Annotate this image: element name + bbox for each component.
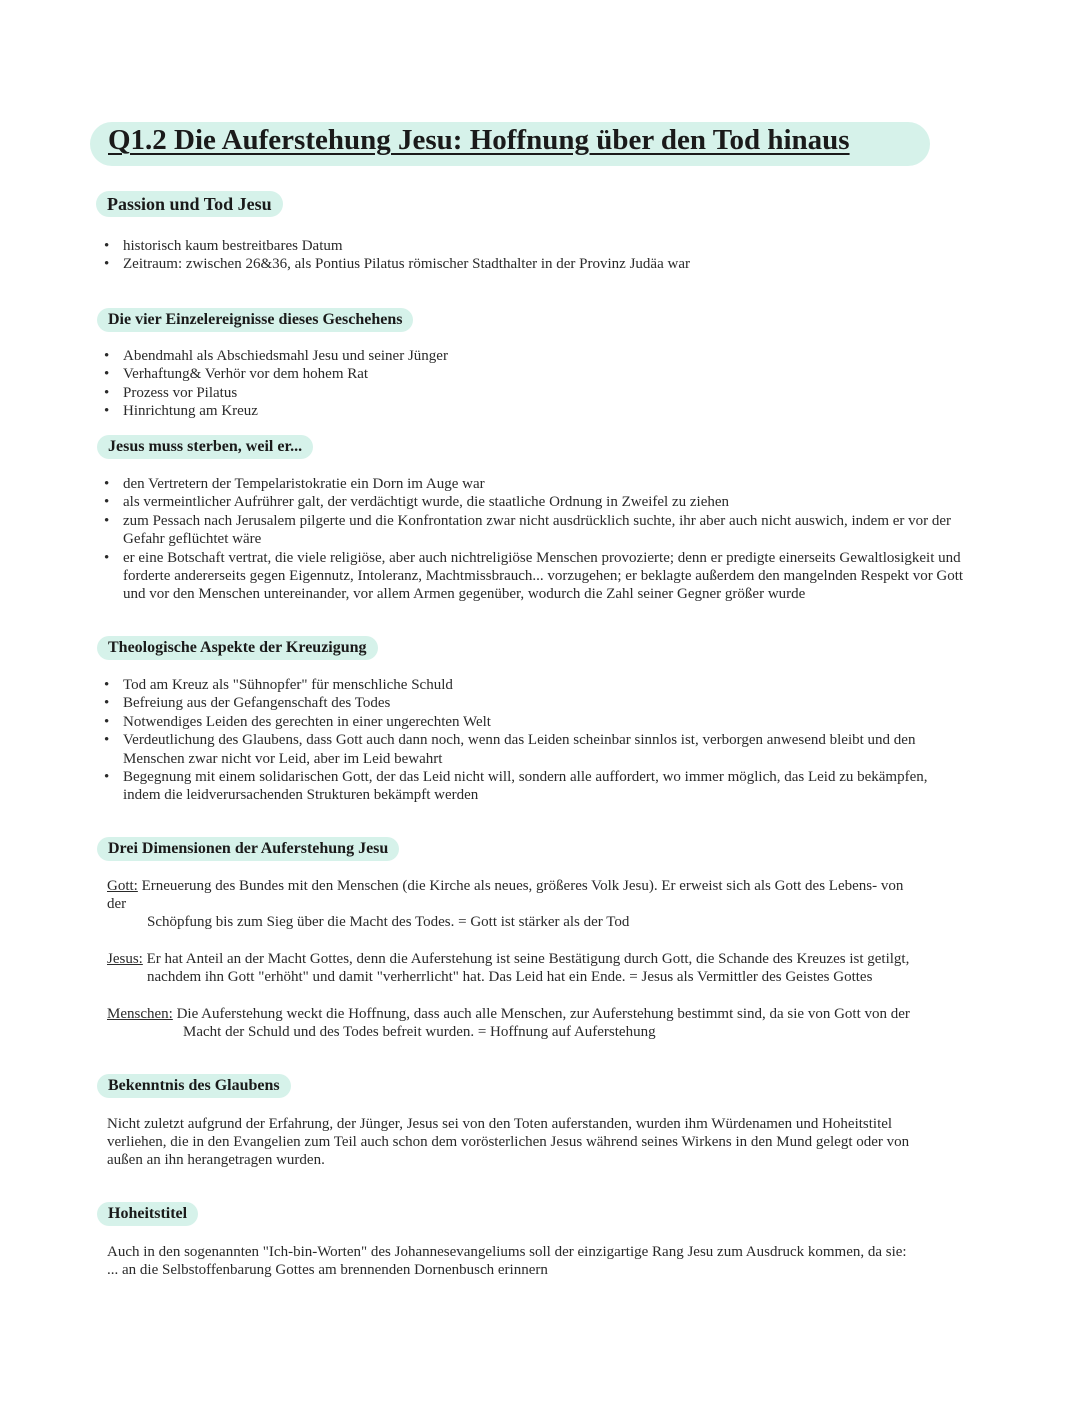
list-item: • den Vertretern der Tempelaristokratie ein Dorn im Auge war <box>104 475 974 493</box>
list-item: • er eine Botschaft vertrat, die viele religiöse, aber auch nichtreligiöse Menschen provozierte; denn er predigte einerseits Gewaltlosigkeit und forderte andererseits gegen Eigennutz, Intoleranz, Machtmissbrauch... vorzugehen; er beklagte außerdem den mangelnden Respekt vor Gott und vor den Menschen untereinander, vor allem Armen gegenüber, wodurch die Zahl seiner Gegner größer wurde <box>104 549 974 604</box>
dimension-menschen-line2: Macht der Schuld und des Todes befreit wurden. = Hoffnung auf Auferstehung <box>183 1024 656 1040</box>
list-jesus-muss-sterben <box>104 475 974 604</box>
list-item: • Prozess vor Pilatus <box>104 384 448 402</box>
dimension-gott-line3: Schöpfung bis zum Sieg über die Macht des Todes. = Gott ist stärker als der Tod <box>147 914 630 930</box>
hoheitstitel-line2: ... an die Selbstoffenbarung Gottes am brennenden Dornenbusch erinnern <box>107 1262 548 1278</box>
dimension-gott-line1: Gott: Erneuerung des Bundes mit den Menschen (die Kirche als neues, größeres Volk Jesu). Er erweist sich als Gott des Lebens- von <box>107 878 904 894</box>
heading-passion: Passion und Tod Jesu <box>96 191 283 217</box>
list-item: • als vermeintlicher Aufrührer galt, der verdächtigt wurde, die staatliche Ordnung in Zweifel zu ziehen <box>104 493 974 511</box>
list-item: • Tod am Kreuz als "Sühnopfer" für menschliche Schuld <box>104 676 959 694</box>
dimension-jesus-line2: nachdem ihn Gott "erhöht" und damit "verherrlicht" hat. Das Leid hat ein Ende. = Jesus als Vermittler des Geistes Gottes <box>147 969 873 985</box>
list-passion <box>104 237 690 274</box>
heading-drei-dimensionen: Drei Dimensionen der Auferstehung Jesu <box>97 837 399 861</box>
hoheitstitel-line1: Auch in den sogenannten "Ich-bin-Worten" des Johannesevangeliums soll der einzigartige Rang Jesu zum Ausdruck kommen, da sie: <box>107 1244 907 1260</box>
list-item: • Abendmahl als Abschiedsmahl Jesu und seiner Jünger <box>104 347 448 365</box>
bekenntnis-line3: außen an ihn herangetragen wurden. <box>107 1152 325 1168</box>
page-title: Q1.2 Die Auferstehung Jesu: Hoffnung über den Tod hinaus <box>108 124 850 156</box>
list-item: • zum Pessach nach Jerusalem pilgerte und die Konfrontation zwar nicht ausdrücklich suchte, ihr aber auch nicht auswich, indem er vor der Gefahr geflüchtet wäre <box>104 512 974 549</box>
list-item: • Notwendiges Leiden des gerechten in einer ungerechten Welt <box>104 713 959 731</box>
bekenntnis-line1: Nicht zuletzt aufgrund der Erfahrung, der Jünger, Jesus sei von den Toten auferstanden, wurden ihm Würdenamen und Hoheitstitel <box>107 1116 893 1132</box>
list-item: • Verhaftung& Verhör vor dem hohem Rat <box>104 365 448 383</box>
dimension-jesus-line1: Jesus: Er hat Anteil an der Macht Gottes, denn die Auferstehung ist seine Bestätigung durch Gott, die Schande des Kreuzes ist getilgt, <box>107 951 910 967</box>
dimension-gott-label: Gott: <box>107 878 138 894</box>
dimension-jesus-label: Jesus: <box>107 951 143 967</box>
list-item: • Hinrichtung am Kreuz <box>104 402 448 420</box>
heading-bekenntnis: Bekenntnis des Glaubens <box>97 1074 291 1098</box>
list-item: • Begegnung mit einem solidarischen Gott, der das Leid nicht will, sondern alle auffordert, wo immer möglich, das Leid zu bekämpfen, indem die leidverursachenden Strukturen bekämpft werden <box>104 768 959 805</box>
heading-vier-ereignisse: Die vier Einzelereignisse dieses Geschehens <box>97 308 413 332</box>
list-theologische-aspekte <box>104 676 959 805</box>
list-item: • Verdeutlichung des Glaubens, dass Gott auch dann noch, wenn das Leiden scheinbar sinnlos ist, verborgen anwesend bleibt und den Menschen zwar nicht vor Leid, aber im Leid bewahrt <box>104 731 959 768</box>
dimension-gott-line2: der <box>107 896 127 912</box>
dimension-menschen-label: Menschen: <box>107 1006 173 1022</box>
dimension-menschen-line1: Menschen: Die Auferstehung weckt die Hoffnung, dass auch alle Menschen, zur Auferstehung bestimmt sind, da sie von Gott von der <box>107 1006 910 1022</box>
list-item: • historisch kaum bestreitbares Datum <box>104 237 690 255</box>
heading-theologische-aspekte: Theologische Aspekte der Kreuzigung <box>97 636 378 660</box>
bekenntnis-line2: verliehen, die in den Evangelien zum Teil auch schon dem vorösterlichen Jesus während seines Wirkens in den Mund gelegt oder von <box>107 1134 910 1150</box>
list-vier-ereignisse <box>104 347 448 421</box>
heading-hoheitstitel: Hoheitstitel <box>97 1202 198 1226</box>
heading-jesus-muss-sterben: Jesus muss sterben, weil er... <box>97 435 313 459</box>
list-item: • Befreiung aus der Gefangenschaft des Todes <box>104 694 959 712</box>
list-item: • Zeitraum: zwischen 26&36, als Pontius Pilatus römischer Stadthalter in der Provinz Judäa war <box>104 255 690 273</box>
